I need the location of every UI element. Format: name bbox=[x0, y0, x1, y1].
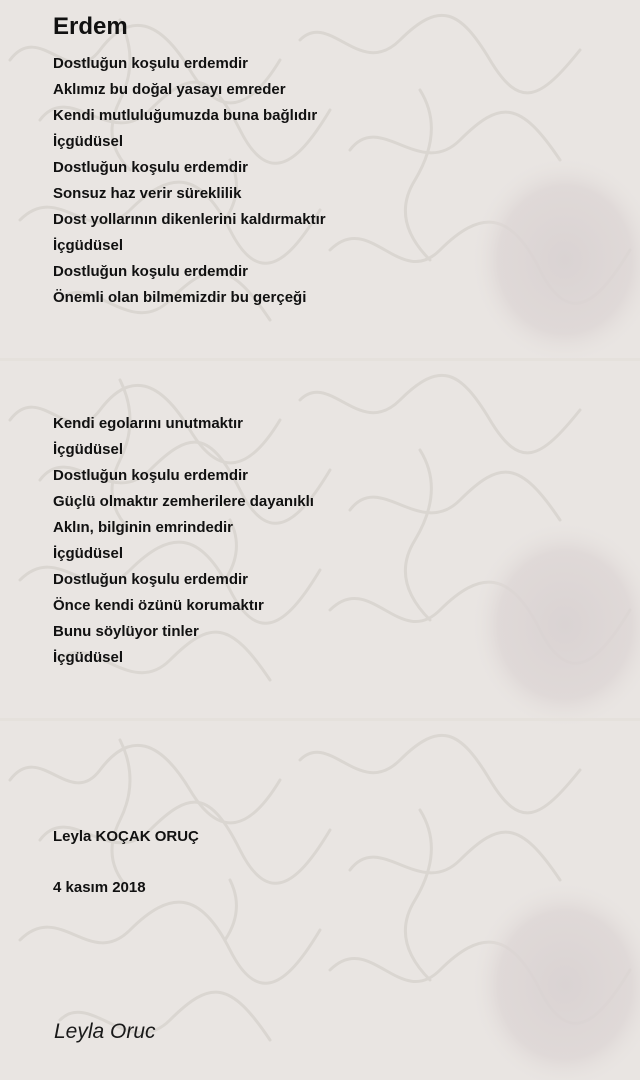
poem-title: Erdem bbox=[53, 13, 128, 40]
poem-line: Dostluğun koşulu erdemdir bbox=[53, 571, 249, 588]
poem-line: Önce kendi özünü korumaktır bbox=[53, 597, 264, 614]
poem-line: Dostluğun koşulu erdemdir bbox=[53, 159, 249, 176]
poem-line: Dostluğun koşulu erdemdir bbox=[53, 55, 249, 72]
poem-date: 4 kasım 2018 bbox=[53, 879, 146, 896]
poem-line: İçgüdüsel bbox=[53, 133, 124, 150]
poem-line: Kendi egolarını unutmaktır bbox=[53, 415, 244, 432]
poem-line: İçgüdüsel bbox=[53, 237, 124, 254]
poem-line: Güçlü olmaktır zemherilere dayanıklı bbox=[53, 493, 314, 510]
poem-line: Dost yollarının dikenlerini kaldırmaktır bbox=[53, 211, 326, 228]
poem-line: Bunu söylüyor tinler bbox=[53, 623, 199, 640]
poem-line: Aklın, bilginin emrindedir bbox=[53, 519, 234, 536]
poem-line: Kendi mutluluğumuzda buna bağlıdır bbox=[53, 107, 318, 124]
author-name: Leyla KOÇAK ORUÇ bbox=[53, 828, 199, 845]
author-signature: Leyla Oruc bbox=[54, 1020, 156, 1043]
poem-line: İçgüdüsel bbox=[53, 649, 124, 666]
poem-line: İçgüdüsel bbox=[53, 441, 124, 458]
poem-line: Dostluğun koşulu erdemdir bbox=[53, 467, 249, 484]
poem-line: Önemli olan bilmemizdir bu gerçeği bbox=[53, 289, 307, 306]
poem-line: İçgüdüsel bbox=[53, 545, 124, 562]
poem-line: Aklımız bu doğal yasayı emreder bbox=[53, 81, 286, 98]
poem-line: Dostluğun koşulu erdemdir bbox=[53, 263, 249, 280]
poem-line: Sonsuz haz verir süreklilik bbox=[53, 185, 242, 202]
